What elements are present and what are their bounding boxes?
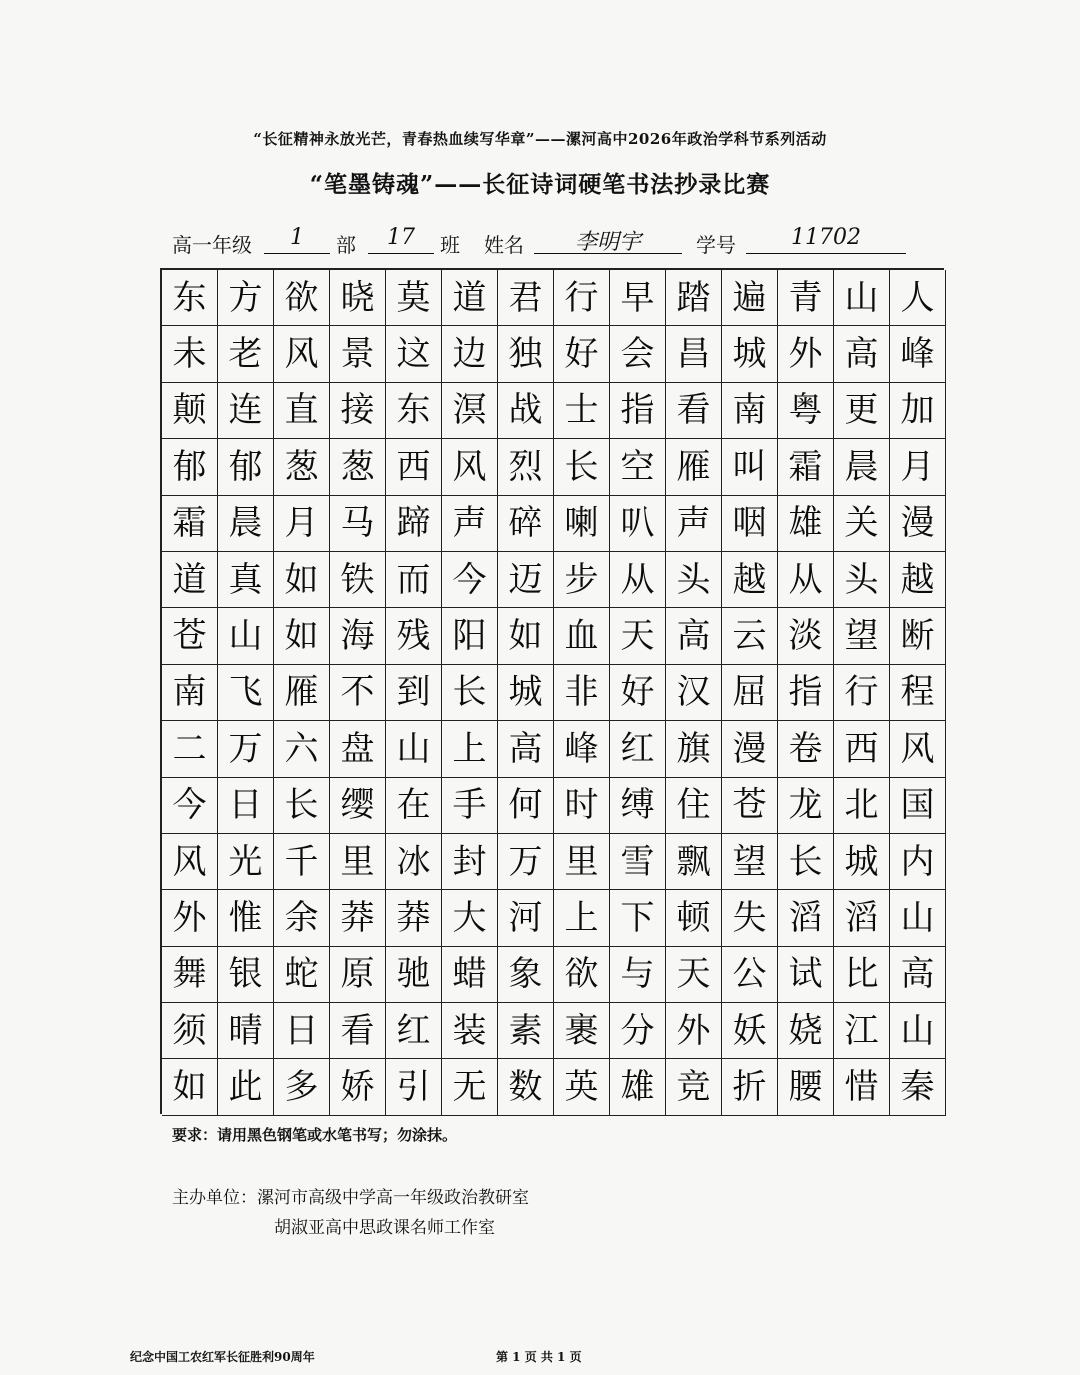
grid-cell: 盘 bbox=[330, 721, 386, 777]
grid-cell: 六 bbox=[274, 721, 330, 777]
grid-cell: 战 bbox=[498, 383, 554, 439]
grid-cell: 从 bbox=[778, 552, 834, 608]
grid-cell: 大 bbox=[442, 890, 498, 946]
calligraphy-grid bbox=[160, 268, 944, 1114]
grid-cell: 指 bbox=[610, 383, 666, 439]
grid-cell: 住 bbox=[666, 778, 722, 834]
grid-cell: 好 bbox=[554, 326, 610, 382]
grid-cell: 封 bbox=[442, 834, 498, 890]
grid-cell: 红 bbox=[386, 1003, 442, 1059]
grid-cell: 望 bbox=[834, 608, 890, 664]
grid-cell: 滔 bbox=[834, 890, 890, 946]
grid-cell: 惜 bbox=[834, 1059, 890, 1115]
contest-title: “笔墨铸魂”——长征诗词硬笔书法抄录比赛 bbox=[309, 171, 771, 198]
name-field[interactable]: 李明宇 bbox=[534, 225, 682, 254]
grid-cell: 在 bbox=[386, 778, 442, 834]
grid-cell: 光 bbox=[218, 834, 274, 890]
grid-cell: 南 bbox=[722, 383, 778, 439]
requirement-note: 要求：请用黑色钢笔或水笔书写；勿涂抹。 bbox=[172, 1126, 458, 1144]
grid-cell: 叭 bbox=[610, 496, 666, 552]
grid-cell: 江 bbox=[834, 1003, 890, 1059]
grid-cell: 外 bbox=[778, 326, 834, 382]
footer-commemoration: 纪念中国工农红军长征胜利90周年 bbox=[130, 1350, 315, 1364]
grid-cell: 行 bbox=[554, 270, 610, 326]
grid-cell: 东 bbox=[386, 383, 442, 439]
grid-cell: 到 bbox=[386, 665, 442, 721]
grid-cell: 飞 bbox=[218, 665, 274, 721]
grid-cell: 关 bbox=[834, 496, 890, 552]
grid-cell: 滔 bbox=[778, 890, 834, 946]
grid-cell: 此 bbox=[218, 1059, 274, 1115]
grid-cell: 比 bbox=[834, 947, 890, 1003]
grid-cell: 秦 bbox=[890, 1059, 946, 1115]
grid-cell: 看 bbox=[666, 383, 722, 439]
grid-cell: 高 bbox=[890, 947, 946, 1003]
grid-cell: 望 bbox=[722, 834, 778, 890]
grid-cell: 何 bbox=[498, 778, 554, 834]
grid-cell: 君 bbox=[498, 270, 554, 326]
grid-cell: 风 bbox=[890, 721, 946, 777]
student-info-line bbox=[172, 225, 912, 259]
grid-cell: 今 bbox=[162, 778, 218, 834]
grid-cell: 象 bbox=[498, 947, 554, 1003]
grid-cell: 海 bbox=[330, 608, 386, 664]
dept-field[interactable]: 1 bbox=[264, 225, 330, 254]
grid-cell: 多 bbox=[274, 1059, 330, 1115]
grid-cell: 青 bbox=[778, 270, 834, 326]
grid-cell: 失 bbox=[722, 890, 778, 946]
grid-cell: 上 bbox=[442, 721, 498, 777]
grid-cell: 裹 bbox=[554, 1003, 610, 1059]
grid-cell: 更 bbox=[834, 383, 890, 439]
grid-cell: 残 bbox=[386, 608, 442, 664]
grid-cell: 分 bbox=[610, 1003, 666, 1059]
grid-cell: 天 bbox=[666, 947, 722, 1003]
grid-cell: 雄 bbox=[610, 1059, 666, 1115]
grid-cell: 淡 bbox=[778, 608, 834, 664]
grid-cell: 月 bbox=[274, 496, 330, 552]
grid-cell: 声 bbox=[666, 496, 722, 552]
grid-cell: 红 bbox=[610, 721, 666, 777]
grid-cell: 公 bbox=[722, 947, 778, 1003]
grid-cell: 缚 bbox=[610, 778, 666, 834]
grid-cell: 山 bbox=[890, 1003, 946, 1059]
grid-cell: 高 bbox=[666, 608, 722, 664]
grid-cell: 空 bbox=[610, 439, 666, 495]
grid-cell: 蛇 bbox=[274, 947, 330, 1003]
grid-cell: 晨 bbox=[834, 439, 890, 495]
grid-cell: 云 bbox=[722, 608, 778, 664]
grid-cell: 加 bbox=[890, 383, 946, 439]
grid-cell: 叫 bbox=[722, 439, 778, 495]
grid-cell: 山 bbox=[218, 608, 274, 664]
grid-cell: 原 bbox=[330, 947, 386, 1003]
grid-cell: 不 bbox=[330, 665, 386, 721]
grid-cell: 汉 bbox=[666, 665, 722, 721]
grid-cell: 旗 bbox=[666, 721, 722, 777]
grid-cell: 娆 bbox=[778, 1003, 834, 1059]
grid-cell: 城 bbox=[722, 326, 778, 382]
grid-cell: 从 bbox=[610, 552, 666, 608]
grid-cell: 莽 bbox=[386, 890, 442, 946]
grid-cell: 边 bbox=[442, 326, 498, 382]
grid-cell: 无 bbox=[442, 1059, 498, 1115]
grid-cell: 景 bbox=[330, 326, 386, 382]
grid-cell: 屈 bbox=[722, 665, 778, 721]
grid-cell: 素 bbox=[498, 1003, 554, 1059]
grid-cell: 国 bbox=[890, 778, 946, 834]
grid-cell: 南 bbox=[162, 665, 218, 721]
grid-cell: 雄 bbox=[778, 496, 834, 552]
grid-cell: 如 bbox=[162, 1059, 218, 1115]
grid-cell: 欲 bbox=[554, 947, 610, 1003]
grid-cell: 晓 bbox=[330, 270, 386, 326]
grid-cell: 里 bbox=[554, 834, 610, 890]
grid-cell: 血 bbox=[554, 608, 610, 664]
grid-cell: 烈 bbox=[498, 439, 554, 495]
grid-cell: 上 bbox=[554, 890, 610, 946]
grid-cell: 头 bbox=[666, 552, 722, 608]
grid-cell: 妖 bbox=[722, 1003, 778, 1059]
grid-cell: 看 bbox=[330, 1003, 386, 1059]
grid-cell: 颠 bbox=[162, 383, 218, 439]
grid-cell: 风 bbox=[274, 326, 330, 382]
grid-cell: 如 bbox=[498, 608, 554, 664]
grid-cell: 头 bbox=[834, 552, 890, 608]
grid-cell: 声 bbox=[442, 496, 498, 552]
grid-cell: 万 bbox=[218, 721, 274, 777]
grid-cell: 装 bbox=[442, 1003, 498, 1059]
grid-cell: 越 bbox=[722, 552, 778, 608]
grid-cell: 风 bbox=[162, 834, 218, 890]
grid-cell: 里 bbox=[330, 834, 386, 890]
grid-cell: 天 bbox=[610, 608, 666, 664]
name-label: 姓名 bbox=[484, 233, 524, 257]
grid-cell: 粤 bbox=[778, 383, 834, 439]
grid-cell: 铁 bbox=[330, 552, 386, 608]
grid-cell: 人 bbox=[890, 270, 946, 326]
grid-cell: 长 bbox=[554, 439, 610, 495]
grid-cell: 卷 bbox=[778, 721, 834, 777]
grid-cell: 城 bbox=[834, 834, 890, 890]
grid-cell: 长 bbox=[442, 665, 498, 721]
grid-cell: 城 bbox=[498, 665, 554, 721]
grid-cell: 下 bbox=[610, 890, 666, 946]
grid-cell: 蹄 bbox=[386, 496, 442, 552]
grid-cell: 会 bbox=[610, 326, 666, 382]
grid-cell: 河 bbox=[498, 890, 554, 946]
grid-cell: 峰 bbox=[890, 326, 946, 382]
grid-cell: 这 bbox=[386, 326, 442, 382]
grid-cell: 雁 bbox=[666, 439, 722, 495]
grid-cell: 苍 bbox=[162, 608, 218, 664]
grid-cell: 如 bbox=[274, 552, 330, 608]
grid-cell: 好 bbox=[610, 665, 666, 721]
grid-cell: 阳 bbox=[442, 608, 498, 664]
class-label: 班 bbox=[440, 233, 460, 257]
grid-cell: 断 bbox=[890, 608, 946, 664]
grid-cell: 日 bbox=[218, 778, 274, 834]
grid-cell: 如 bbox=[274, 608, 330, 664]
grid-cell: 直 bbox=[274, 383, 330, 439]
grid-cell: 东 bbox=[162, 270, 218, 326]
grid-cell: 西 bbox=[386, 439, 442, 495]
grid-cell: 万 bbox=[498, 834, 554, 890]
grid-cell: 山 bbox=[834, 270, 890, 326]
grid-cell: 方 bbox=[218, 270, 274, 326]
grid-cell: 驰 bbox=[386, 947, 442, 1003]
grid-cell: 冰 bbox=[386, 834, 442, 890]
grid-cell: 舞 bbox=[162, 947, 218, 1003]
grid-cell: 试 bbox=[778, 947, 834, 1003]
grid-cell: 引 bbox=[386, 1059, 442, 1115]
grid-cell: 步 bbox=[554, 552, 610, 608]
id-field[interactable]: 11702 bbox=[746, 225, 906, 254]
grid-cell: 越 bbox=[890, 552, 946, 608]
organizer-line-1: 主办单位：漯河市高级中学高一年级政治教研室 bbox=[172, 1188, 529, 1208]
grid-cell: 山 bbox=[386, 721, 442, 777]
grid-cell: 北 bbox=[834, 778, 890, 834]
grid-cell: 踏 bbox=[666, 270, 722, 326]
grid-cell: 雁 bbox=[274, 665, 330, 721]
grid-cell: 娇 bbox=[330, 1059, 386, 1115]
grid-cell: 外 bbox=[162, 890, 218, 946]
grid-cell: 连 bbox=[218, 383, 274, 439]
grid-cell: 非 bbox=[554, 665, 610, 721]
grid-cell: 缨 bbox=[330, 778, 386, 834]
grid-cell: 葱 bbox=[274, 439, 330, 495]
grid-cell: 未 bbox=[162, 326, 218, 382]
grid-cell: 接 bbox=[330, 383, 386, 439]
grid-cell: 郁 bbox=[162, 439, 218, 495]
grid-cell: 须 bbox=[162, 1003, 218, 1059]
grid-cell: 二 bbox=[162, 721, 218, 777]
grid-cell: 漫 bbox=[890, 496, 946, 552]
grid-cell: 山 bbox=[890, 890, 946, 946]
grid-cell: 高 bbox=[834, 326, 890, 382]
grid-cell: 顿 bbox=[666, 890, 722, 946]
grade-label: 高一年级 bbox=[172, 233, 252, 257]
grid-cell: 腰 bbox=[778, 1059, 834, 1115]
grid-cell: 霜 bbox=[778, 439, 834, 495]
grid-cell: 晨 bbox=[218, 496, 274, 552]
grid-cell: 日 bbox=[274, 1003, 330, 1059]
grid-cell: 长 bbox=[274, 778, 330, 834]
grid-cell: 外 bbox=[666, 1003, 722, 1059]
organizer-line-2: 胡淑亚高中思政课名师工作室 bbox=[274, 1218, 495, 1238]
grid-cell: 惟 bbox=[218, 890, 274, 946]
grid-cell: 风 bbox=[442, 439, 498, 495]
grid-cell: 马 bbox=[330, 496, 386, 552]
grid-cell: 千 bbox=[274, 834, 330, 890]
grid-cell: 高 bbox=[498, 721, 554, 777]
grid-cell: 莫 bbox=[386, 270, 442, 326]
grid-cell: 银 bbox=[218, 947, 274, 1003]
grid-cell: 数 bbox=[498, 1059, 554, 1115]
grid-cell: 今 bbox=[442, 552, 498, 608]
grid-cell: 西 bbox=[834, 721, 890, 777]
class-field[interactable]: 17 bbox=[368, 225, 434, 254]
grid-cell: 真 bbox=[218, 552, 274, 608]
grid-cell: 行 bbox=[834, 665, 890, 721]
grid-cell: 飘 bbox=[666, 834, 722, 890]
grid-cell: 英 bbox=[554, 1059, 610, 1115]
grid-cell: 峰 bbox=[554, 721, 610, 777]
grid-cell: 晴 bbox=[218, 1003, 274, 1059]
grid-cell: 士 bbox=[554, 383, 610, 439]
grid-cell: 昌 bbox=[666, 326, 722, 382]
grid-cell: 月 bbox=[890, 439, 946, 495]
grid-cell: 老 bbox=[218, 326, 274, 382]
grid-cell: 葱 bbox=[330, 439, 386, 495]
grid-cell: 时 bbox=[554, 778, 610, 834]
grid-cell: 折 bbox=[722, 1059, 778, 1115]
grid-cell: 莽 bbox=[330, 890, 386, 946]
grid-cell: 程 bbox=[890, 665, 946, 721]
footer-page-number: 第 1 页 共 1 页 bbox=[496, 1350, 582, 1364]
grid-cell: 指 bbox=[778, 665, 834, 721]
id-label: 学号 bbox=[696, 233, 736, 257]
grid-cell: 喇 bbox=[554, 496, 610, 552]
grid-cell: 碎 bbox=[498, 496, 554, 552]
event-subtitle: “长征精神永放光芒，青春热血续写华章”——漯河高中2026年政治学科节系列活动 bbox=[253, 130, 827, 148]
grid-cell: 溟 bbox=[442, 383, 498, 439]
grid-cell: 蜡 bbox=[442, 947, 498, 1003]
grid-cell: 道 bbox=[162, 552, 218, 608]
grid-cell: 早 bbox=[610, 270, 666, 326]
grid-cell: 独 bbox=[498, 326, 554, 382]
grid-cell: 遍 bbox=[722, 270, 778, 326]
grid-cell: 霜 bbox=[162, 496, 218, 552]
grid-cell: 咽 bbox=[722, 496, 778, 552]
grid-cell: 手 bbox=[442, 778, 498, 834]
grid-cell: 与 bbox=[610, 947, 666, 1003]
grid-cell: 雪 bbox=[610, 834, 666, 890]
grid-cell: 竞 bbox=[666, 1059, 722, 1115]
grid-cell: 长 bbox=[778, 834, 834, 890]
dept-label: 部 bbox=[336, 233, 356, 257]
grid-cell: 欲 bbox=[274, 270, 330, 326]
grid-cell: 苍 bbox=[722, 778, 778, 834]
grid-cell: 内 bbox=[890, 834, 946, 890]
grid-cell: 迈 bbox=[498, 552, 554, 608]
grid-cell: 郁 bbox=[218, 439, 274, 495]
grid-cell: 而 bbox=[386, 552, 442, 608]
grid-cell: 余 bbox=[274, 890, 330, 946]
grid-cell: 漫 bbox=[722, 721, 778, 777]
grid-cell: 龙 bbox=[778, 778, 834, 834]
grid-cell: 道 bbox=[442, 270, 498, 326]
